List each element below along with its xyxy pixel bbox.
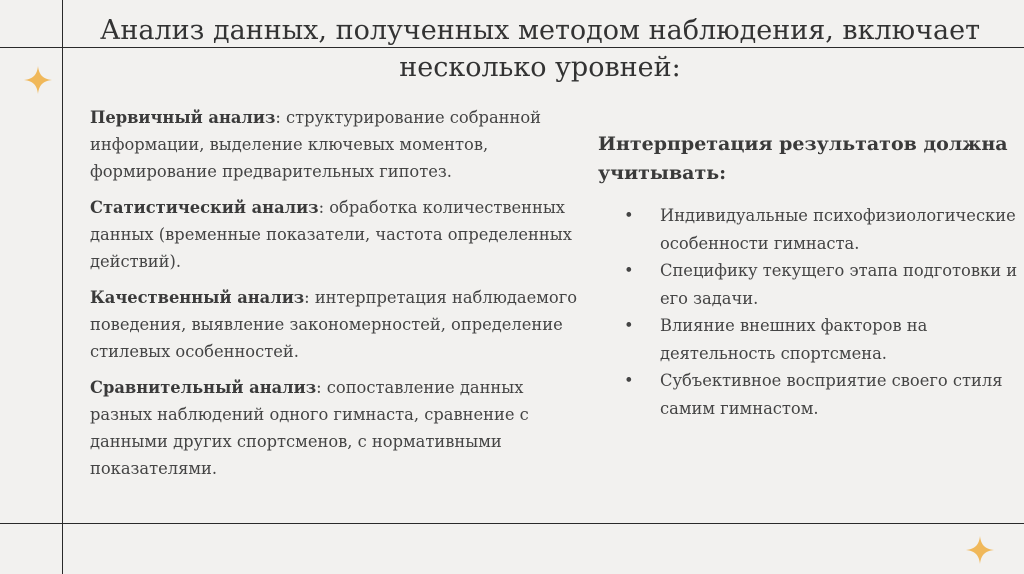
level-paragraph — [90, 374, 590, 482]
interpretation-block — [598, 130, 1018, 422]
level-paragraph — [90, 284, 590, 365]
list-item-text: Субъективное восприятие своего стиля самим гимнастом. — [660, 371, 1003, 418]
bullet-icon: • — [624, 206, 634, 225]
bullet-icon: • — [624, 371, 634, 390]
level-text: : интерпретация наблюдаемого поведения, выявление закономерностей, определение стилевых особенностей. — [90, 288, 578, 361]
level-paragraph — [90, 104, 590, 185]
list-item — [598, 312, 1018, 367]
level-text: : структурирование собранной информации, выделение ключевых моментов, формирование предварительных гипотез. — [90, 108, 542, 181]
list-item-text: Специфику текущего этапа подготовки и его задачи. — [660, 261, 1018, 308]
list-item — [598, 367, 1018, 422]
level-paragraph — [90, 194, 590, 275]
interpretation-heading: Интерпретация результатов должна учитывать: — [598, 133, 1008, 184]
bullet-icon: • — [624, 261, 634, 280]
interpretation-list — [598, 202, 1018, 422]
slide-title: Анализ данных, полученных методом наблюдения, включает несколько уровней: — [99, 15, 981, 83]
list-item-text: Индивидуальные психофизиологические особенности гимнаста. — [660, 206, 1016, 253]
four-point-star-icon — [966, 536, 994, 564]
level-text: : сопоставление данных разных наблюдений одного гимнаста, сравнение с данными других спортсменов, с нормативными показателями. — [90, 378, 529, 478]
level-term: Первичный анализ — [90, 108, 276, 127]
bullet-icon: • — [624, 316, 634, 335]
four-point-star-icon — [24, 66, 52, 94]
level-term: Сравнительный анализ — [90, 378, 317, 397]
list-item — [598, 257, 1018, 312]
level-term: Статистический анализ — [90, 198, 319, 217]
analysis-levels — [90, 104, 590, 491]
level-term: Качественный анализ — [90, 288, 305, 307]
level-text: : обработка количественных данных (временные показатели, частота определенных действий). — [90, 198, 572, 271]
list-item — [598, 202, 1018, 257]
vertical-rule — [62, 0, 63, 574]
list-item-text: Влияние внешних факторов на деятельность спортсмена. — [660, 316, 928, 363]
bottom-rule — [0, 523, 1024, 524]
